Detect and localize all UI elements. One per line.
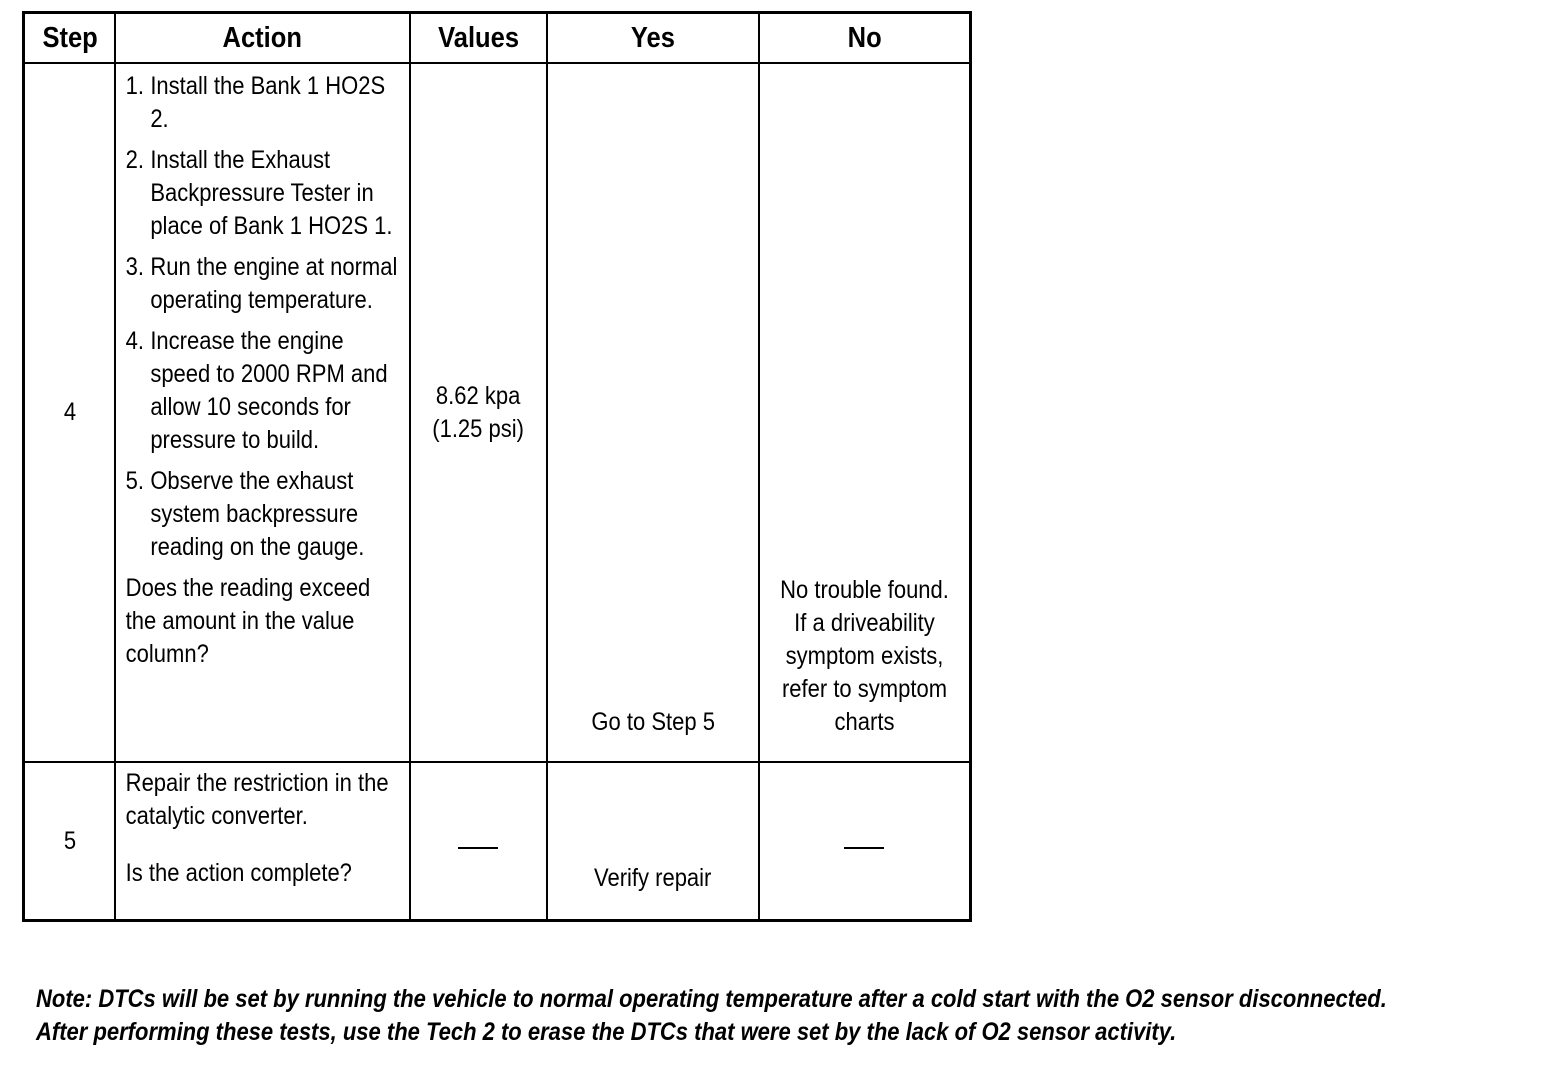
list-item-number: 1. [125,72,145,100]
step-number: 4 [63,398,76,426]
list-item [126,70,399,136]
header-values: Values [418,13,539,64]
no-cell [759,762,971,921]
footnote: Note: DTCs will be set by running the vehicle to normal operating temperature after a cold start with the O2 sensor disconnected. After performing these tests, use the Tech 2 to erase the DTCs that were set by the lack of O2 sensor activity. [36,985,1387,1046]
list-item-text: Increase the engine speed to 2000 RPM and allow 10 seconds for pressure to build. [150,327,388,454]
list-item [126,325,399,457]
diagnostic-table [22,11,972,922]
header-step: Step [29,13,110,64]
list-item-text: Run the engine at normal operating temperature. [150,253,398,314]
list-item-number: 5. [125,467,145,495]
action-cell [115,762,409,921]
yes-cell [547,762,759,921]
step-cell [24,762,116,921]
list-item [126,251,399,317]
yes-cell [547,63,759,762]
list-item-number: 2. [125,146,145,174]
table-row-step-4 [24,63,971,762]
yes-result: Go to Step 5 [591,708,715,736]
list-item-text: Install the Bank 1 HO2S 2. [150,72,386,133]
action-question: Is the action complete? [125,859,353,887]
list-item [126,144,399,243]
no-result: No trouble found. If a driveability symptom exists, refer to symptom charts [779,576,949,736]
no-cell [759,63,971,762]
list-item-text: Observe the exhaust system backpressure reading on the gauge. [150,467,365,561]
empty-no-dash [844,847,884,849]
step-number: 5 [63,826,76,855]
table-header-row [24,13,971,64]
list-item-number: 3. [125,253,145,281]
header-action: Action [133,13,392,64]
list-item-number: 4. [125,327,145,355]
list-item [126,465,399,564]
values-cell [410,63,547,762]
empty-value-dash [458,847,498,849]
table-row-step-5 [24,762,971,921]
header-no: No [771,13,957,64]
header-yes: Yes [560,13,746,64]
list-item-text: Install the Exhaust Backpressure Tester in place of Bank 1 HO2S 1. [150,146,393,240]
action-question: Does the reading exceed the amount in the value column? [125,574,371,668]
action-cell [115,63,409,762]
values-psi: (1.25 psi) [432,414,525,443]
values-kpa: 8.62 kpa [436,381,521,410]
action-steps-list [126,70,399,564]
values-cell [410,762,547,921]
action-text: Repair the restriction in the catalytic converter. [125,769,389,830]
step-cell [24,63,116,762]
yes-result: Verify repair [594,864,712,892]
